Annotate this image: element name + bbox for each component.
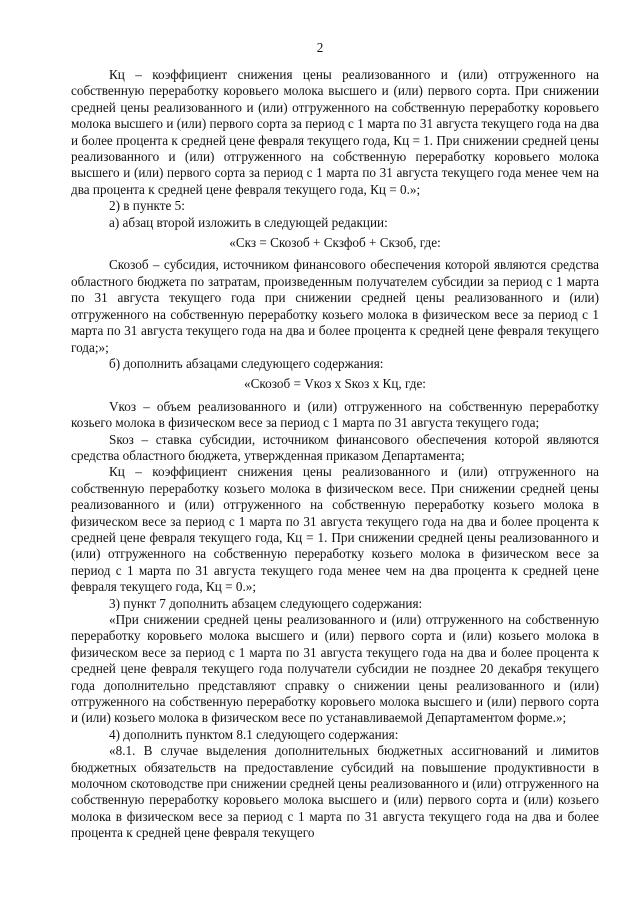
paragraph-item-2a: а) абзац второй изложить в следующей редакции: xyxy=(109,214,388,230)
paragraph-item-3: 3) пункт 7 дополнить абзацем следующего содержания: xyxy=(109,595,423,611)
paragraph-item-2: 2) в пункте 5: xyxy=(109,198,185,214)
page-number: 2 xyxy=(316,40,324,55)
paragraph-skozob-definition: Скозоб – субсидия, источником финансового обеспечения которой являются средства областного бюджета по затратам, произведенным получателем субсидии за период с 1 марта по 31 августа текущего года при снижении средней цены реализованного и (или) отгруженного на собственную переработку козьего молока в физическом весе за период с 1 марта по 31 августа текущего года на два и более процента к средней цене февраля текущего года;»; xyxy=(71,257,599,355)
paragraph-item-8-1: «8.1. В случае выделения дополнительных бюджетных ассигнований и лимитов бюджетных обязательств на предоставление субсидий на повышение продуктивности в молочном скотоводстве при снижении средней цены реализованного и (или) отгруженного на собственную переработку коровьего молока высшего и (или) первого сорта и (или) козьего молока в физическом весе за период с 1 марта по 31 августа текущего года на два и более процента к средней цене февраля текущего xyxy=(71,743,599,841)
paragraph-kc-cow-definition: Кц – коэффициент снижения цены реализованного и (или) отгруженного на собственную переработку коровьего молока высшего и (или) первого сорта. При снижении средней цены реализованного и (или) отгруженного на собственную переработку коровьего молока высшего и (или) первого сорта за период с 1 марта по 31 августа текущего года на два и более процента к средней цене февраля текущего года, Кц = 1. При снижении средней цены реализованного и (или) отгруженного на собственную переработку коровьего молока высшего и (или) первого сорта за период с 1 марта по 31 августа текущего года менее чем на два процента к средней цене февраля текущего года, Кц = 0.»; xyxy=(71,67,599,197)
paragraph-item-2b: б) дополнить абзацами следующего содержания: xyxy=(109,355,384,371)
paragraph-vkoz-definition: Vкоз – объем реализованного и (или) отгруженного на собственную переработку козьего молока в физическом весе за период с 1 марта по 31 августа текущего года; xyxy=(71,398,599,431)
formula-skz: «Скз = Скозоб + Скзфоб + Скзоб, где: xyxy=(229,235,441,251)
paragraph-item-3-text: «При снижении средней цены реализованного и (или) отгруженного на собственную переработку коровьего молока высшего и (или) первого сорта и (или) козьего молока в физическом весе за период с 1 марта по 31 августа текущего года на два и более процента к средней цене февраля текущего года получатели субсидии не позднее 20 декабря текущего года дополнительно представляют справку о снижении цены реализованного и (или) отгруженного на собственную переработку коровьего молока высшего и (или) первого сорта и (или) козьего молока в физическом весе по устанавливаемой Департаментом форме.»; xyxy=(71,612,599,726)
document-body xyxy=(71,67,599,842)
formula-skozob: «Скозоб = Vкоз х Sкоз х Кц, где: xyxy=(244,376,426,392)
paragraph-skoz-definition: Sкоз – ставка субсидии, источником финансового обеспечения которой являются средства областного бюджета, утвержденная приказом Департамента; xyxy=(71,431,599,463)
paragraph-item-4: 4) дополнить пунктом 8.1 следующего содержания: xyxy=(109,726,399,742)
paragraph-kc-goat-definition: Кц – коэффициент снижения цены реализованного и (или) отгруженного на собственную переработку козьего молока в физическом весе. При снижении средней цены реализованного и (или) отгруженного на собственную переработку козьего молока в физическом весе за период с 1 марта по 31 августа текущего года на два и более процента к средней цене февраля текущего года, Кц = 1. При снижении средней цены реализованного и (или) отгруженного на собственную переработку козьего молока в физическом весе за период с 1 марта по 31 августа текущего года менее чем на два процента к средней цене февраля текущего года, Кц = 0.»; xyxy=(71,464,599,595)
